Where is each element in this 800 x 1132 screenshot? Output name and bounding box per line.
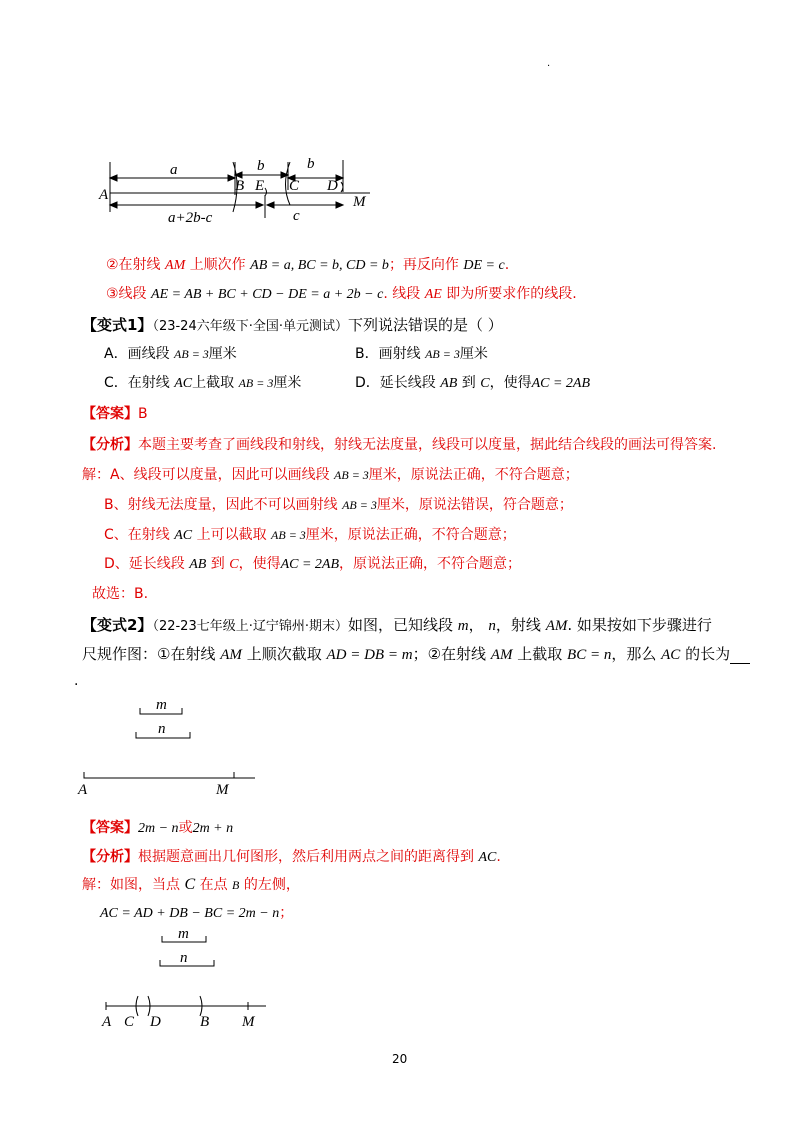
sol-b-pre: B、射线无法度量，因此不可以画射线 <box>104 497 338 513</box>
analysis1-label: 【分析】 <box>82 437 138 453</box>
variant2-analysis <box>82 846 501 866</box>
q2-math: AD = DB = m <box>326 647 413 663</box>
variant1-analysis <box>82 434 716 454</box>
option-a-math: AB = 3 <box>174 347 209 361</box>
sol-d-pre: D、延长线段 <box>104 556 185 572</box>
figure-construction <box>95 150 385 230</box>
label-c: c <box>293 208 300 224</box>
analysis2-post: . <box>496 849 501 865</box>
sol-d-math2: C <box>229 557 239 572</box>
fig3-label-D: D <box>150 1014 161 1030</box>
variant2-sol <box>82 874 300 894</box>
q1-mid: ，射线 <box>495 616 541 634</box>
option-a-letter: A． <box>104 346 128 362</box>
variant1-sol-b <box>104 494 573 514</box>
sol2-pre: 解：如图，当点 <box>82 877 180 893</box>
q2-am: AM <box>220 647 242 663</box>
page-number: 20 <box>392 1052 408 1066</box>
label-B: B <box>235 178 245 194</box>
option-d-math: AB <box>440 376 458 391</box>
variant1-sol-c <box>104 524 516 544</box>
option-c-math: AC <box>174 376 193 391</box>
sol-c-post: 厘米，原说法正确，不符合题意； <box>305 527 516 543</box>
q2-mid: 上顺次截取 <box>246 645 322 663</box>
label-A: A <box>99 187 109 203</box>
sol2-c: C <box>184 876 196 893</box>
option-b-letter: B． <box>355 346 379 362</box>
option-c-pre: 在射线 <box>127 375 170 391</box>
q2-post: 的长为 <box>685 645 731 663</box>
analysis2-label: 【分析】 <box>82 849 138 865</box>
step2-math2: DE = c <box>463 258 505 273</box>
answer-blank <box>730 649 750 664</box>
option-a <box>104 343 237 363</box>
label-E: E <box>255 178 265 194</box>
fig3-label-A: A <box>102 1014 112 1030</box>
option-a-pre: 画线段 <box>127 346 170 362</box>
q2-mid2: ；②在射线 <box>412 645 487 663</box>
sol2-eq-end: ； <box>279 905 294 921</box>
sol-b-post: 厘米，原说法错误，符合题意； <box>376 497 573 513</box>
sol-a-math: AB = 3 <box>334 468 369 482</box>
step3-mid: . 线段 <box>383 286 421 302</box>
option-c <box>104 372 301 392</box>
option-c-post: 上截取 <box>192 375 235 391</box>
option-d-math3: AC = 2AB <box>531 376 591 391</box>
label-D: D <box>327 178 338 194</box>
q1-pre: 如图，已知线段 <box>347 616 453 634</box>
q2-am2: AM <box>490 647 513 663</box>
variant1-choose: 故选：B. <box>92 586 149 602</box>
sol-d-mid2: ，使得 <box>238 556 281 572</box>
figure-solution <box>96 918 286 1033</box>
variant1-sol-a <box>82 464 579 484</box>
fig2-label-M: M <box>216 782 229 798</box>
answer2-value1: 2m − n <box>138 821 179 836</box>
q1-n: n <box>488 618 496 634</box>
q2-pre: 尺规作图：①在射线 <box>82 645 216 663</box>
answer2-value2: 2m + n <box>192 821 234 836</box>
figure-segments-mn <box>70 692 270 802</box>
sol-c-mid: 上可以截取 <box>196 527 267 543</box>
label-b2: b <box>307 156 315 172</box>
variant2-answer <box>82 817 233 837</box>
step2-ray: AM <box>165 258 186 273</box>
step2-end: . <box>504 257 510 273</box>
label-b1: b <box>257 158 265 174</box>
variant2-line1 <box>82 614 712 635</box>
sol-c-math: AC <box>174 528 193 543</box>
sol-a-post: 厘米，原说法正确，不符合题意； <box>368 467 579 483</box>
step2-mid: 上顺次作 <box>189 257 246 273</box>
sol2-eq: AC = AD + DB − BC = 2m − n <box>100 906 280 921</box>
label-sum: a+2b-c <box>168 210 213 226</box>
q1-m: m <box>457 618 469 634</box>
answer2-or: 或 <box>178 820 193 836</box>
q2-mid4: ，那么 <box>611 645 657 663</box>
analysis1-text: 本题主要考查了画线段和射线，射线无法度量，线段可以度量，据此结合线段的画法可得答案. <box>138 437 717 453</box>
fig3-label-m: m <box>178 926 189 942</box>
sol-d-math: AB <box>189 557 207 572</box>
label-a: a <box>170 162 178 178</box>
option-a-post: 厘米 <box>208 346 237 362</box>
label-C: C <box>289 178 300 194</box>
sol-a-pre: A、线段可以度量，因此可以画线段 <box>110 467 330 483</box>
fig2-label-m: m <box>156 697 167 713</box>
variant1-title: 【变式1】 <box>82 316 153 334</box>
step2-prefix: ②在射线 <box>106 257 161 273</box>
step3-seg: AE <box>424 287 442 302</box>
answer1-value: B <box>138 406 148 422</box>
analysis2-pre: 根据题意画出几何图形，然后利用两点之间的距离得到 <box>138 849 474 865</box>
sol1-label: 解： <box>82 467 110 483</box>
option-d-post: 到 <box>461 375 476 391</box>
q1-am: AM <box>545 618 568 634</box>
q2-math2: BC = n <box>567 647 612 663</box>
variant1-source: （23-24六年级下·全国·单元测试） <box>152 319 348 334</box>
step-2 <box>106 254 509 274</box>
q1-post: . 如果按如下步骤进行 <box>567 616 712 634</box>
sol-d-post: ，原说法正确，不符合题意； <box>339 556 522 572</box>
variant1-question: 下列说法错误的是（ ） <box>347 316 503 334</box>
fig3-label-C: C <box>124 1014 135 1030</box>
corner-mark: . <box>547 58 551 69</box>
option-b-pre: 画射线 <box>378 346 421 362</box>
sol-c-pre: C、在射线 <box>104 527 170 543</box>
option-d-pre: 延长线段 <box>379 375 436 391</box>
variant2-source: （22-23七年级上·辽宁锦州·期末） <box>152 619 348 634</box>
option-c-post2: 厘米 <box>273 375 302 391</box>
q2-mid3: 上截取 <box>517 645 563 663</box>
option-b-post: 厘米 <box>459 346 488 362</box>
step2-sep: ；再反向作 <box>388 257 459 273</box>
sol2-b: B <box>232 878 240 892</box>
fig3-label-B: B <box>200 1014 210 1030</box>
fig2-label-n: n <box>158 721 166 737</box>
option-b-math: AB = 3 <box>425 347 460 361</box>
option-d-post2: ，使得 <box>489 375 532 391</box>
sol-c-math2: AB = 3 <box>271 528 306 542</box>
step3-math: AE = AB + BC + CD − DE = a + 2b − c <box>151 287 384 302</box>
option-d <box>355 372 590 392</box>
step2-math: AB = a, BC = b, CD = b <box>250 258 389 273</box>
label-M: M <box>353 194 366 210</box>
step3-end: 即为所要求作的线段. <box>446 286 577 302</box>
option-d-letter: D． <box>355 375 380 391</box>
option-c-math2: AB = 3 <box>238 376 274 390</box>
sol2-mid: 在点 <box>199 877 228 893</box>
option-c-letter: C． <box>104 375 128 391</box>
sol-d-mid: 到 <box>210 556 225 572</box>
fig2-label-A: A <box>78 782 88 798</box>
analysis2-ac: AC <box>478 850 497 865</box>
variant1-answer <box>82 403 148 423</box>
answer1-label: 【答案】 <box>82 406 138 422</box>
sol-b-math: AB = 3 <box>342 498 377 512</box>
q1-sep: ， <box>468 616 484 634</box>
q2-ac: AC <box>661 647 681 663</box>
variant2-line2 <box>82 643 750 664</box>
fig3-label-M: M <box>242 1014 255 1030</box>
variant1-sol-d <box>104 553 521 573</box>
sol-d-math3: AC = 2AB <box>280 557 340 572</box>
answer2-label: 【答案】 <box>82 820 138 836</box>
step3-prefix: ③线段 <box>106 286 147 302</box>
variant1-header <box>82 314 503 335</box>
variant2-title: 【变式2】 <box>82 616 153 634</box>
option-b <box>355 343 488 363</box>
variant2-line3: . <box>74 673 79 689</box>
step-3 <box>106 283 577 303</box>
option-d-math2: C <box>480 376 490 391</box>
fig3-label-n: n <box>180 950 188 966</box>
sol2-post: 的左侧， <box>243 877 300 893</box>
